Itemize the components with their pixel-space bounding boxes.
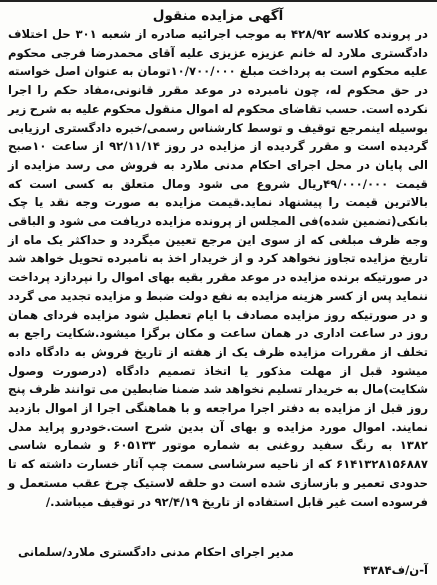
notice-footer [8,544,428,579]
notice-title: آگهی مزایده منقول [152,8,284,24]
top-border-line [0,0,437,2]
notice-body: در پرونده کلاسه ۴۲۸/۹۲ به موجب اجرائیه صادره از شعبه ۳۰۱ حل اختلاف دادگستری ملارد له خانم عزیزه عزیزی علیه آقای محمدرضا فرجی محکوم علیه محکوم است به پرداخت مبلغ ۱۰/۷۰۰/۰۰۰تومان به عنوان اصل خواسته در حق محکوم له، چون نامبرده در موعد مقرر قانونی،مفاد حکم را اجرا نکرده است. حسب تقاضای محکوم له اموال منقول محکوم علیه به شرح زیر بوسیله اینمرجع توقیف و توسط کارشناس رسمی/خبره دادگستری ارزیابی گردیده است و مقرر گردیده از مزایده در روز ۹۲/۱۱/۱۴ از ساعت ۱۰صبح الی پایان در محل اجرای احکام مدنی ملارد به فروش می رسد مزایده از قیمت ۴۹/۰۰۰/۰۰۰ریال شروع می شود ومال متعلق به کسی است که بالاترین قیمت را پیشنهاد نماید.قیمت مزایده به صورت وجه نقد یا چک بانکی(تضمین شده)فی المجلس از پرونده مزایده دریافت می شود و الباقی وجه ظرف مبلغی که از سوی این مرجع تعیین میگردد و حداکثر یک ماه از تاریخ مزایده تجاوز نخواهد کرد و از خریدار اخذ به نامبرده تحویل خواهد شد در صورتیکه برنده مزایده در موعد مقرر بقیه بهای اموال را نپردازد پرداخت ننماید پس از کسر هزینه مزایده به نفع دولت ضبط و مزایده تجدید می گردد و در صورتیکه روز مزایده مصادف با ایام تعطیل شود مزایده فردای همان روز در ساعت اداری در همان ساعت و مکان برگزا میشود.شکایت راجع به تخلف از مقررات مزایده ظرف یک از هفته از تاریخ فروش به دادگاه داده میشود قبل از مهلت مذکور یا اتخاذ تصمیم دادگاه (درصورت وصول شکایت)مال به خریدار تسلیم نخواهد شد ضمنا ضابطین می توانند ظرف پنج روز قبل از مزایده به دفتر اجرا مراجعه و با هماهنگی اجرا از اموال بازدید نمایند. اموال مورد مزایده و بهای آن بدین شرح است.خودرو پراید مدل ۱۳۸۲ به رنگ سفید روغنی به شماره موتور ۶۰۵۱۳۳ و شماره شاسی ۶۱۴۱۳۲۸۱۵۶۸۸۷ که از ناحیه سرشاسی سمت چپ آثار خسارت داشته که تا حدودی تعمیر و بازسازی شده است دو حلقه لاستیک چرخ عقب مستعمل و فرسوده است غیر قابل استفاده از تاریخ ۹۲/۴/۱۹ در توقیف میباشد./ [8,27,429,509]
notice-signature: مدیر اجرای احکام مدنی دادگستری ملارد/سلمانی [18,545,294,559]
notice-code: آ-ن/ف۴۳۸۴ [363,563,428,577]
